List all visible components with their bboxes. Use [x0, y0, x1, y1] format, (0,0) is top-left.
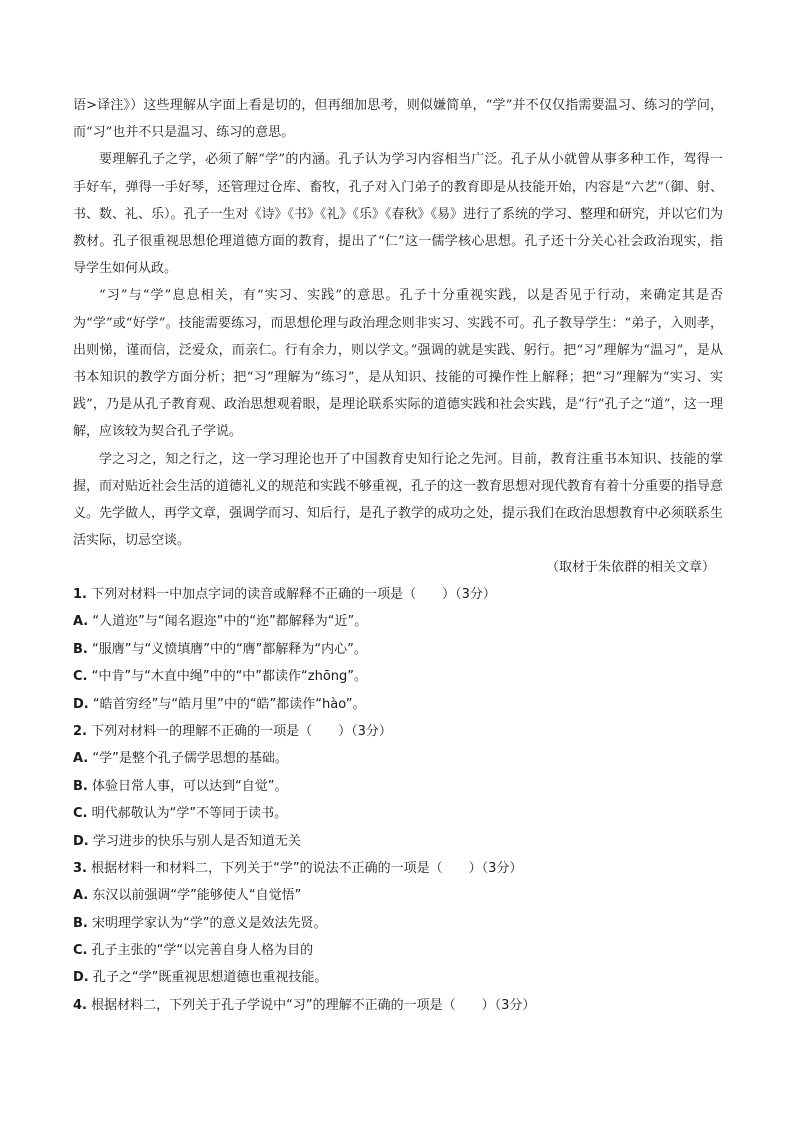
option-text: 学习进步的快乐与别人是否知道无关 [92, 833, 301, 849]
question-number: 3. [73, 860, 87, 876]
question-list [73, 581, 723, 1019]
question-option [73, 800, 723, 827]
question-option [73, 636, 723, 663]
passage-text [73, 92, 723, 554]
question-stem [73, 855, 723, 882]
option-text: “中肯”与“木直中绳”中的“中”都读作“zhōng”。 [91, 669, 368, 685]
question-option [73, 937, 723, 964]
option-text: “服膺”与“义愤填膺”中的“膺”都解释为“内心”。 [92, 641, 367, 657]
passage-paragraph: 要理解孔子之学，必须了解“学”的内涵。孔子认为学习内容相当广泛。孔子从小就曾从事多种工作，驾得一手好车，弹得一手好琴，还管理过仓库、畜牧，孔子对入门弟子的教育即是从技能开始，内容是“六艺”（御、射、书、数、礼、乐）。孔子一生对《诗》《书》《礼》《乐》《春秋》《易》进行了系统的学习、整理和研究，并以它们为教材。孔子很重视思想伦理道德方面的教育，提出了“仁”这一儒学核心思想。孔子还十分关心社会政治现实，指导学生如何从政。 [73, 152, 724, 277]
question-option [73, 663, 723, 690]
option-label: D. [73, 696, 89, 712]
option-text: 孔子之“学”既重视思想道德也重视技能。 [92, 970, 328, 986]
option-label: A. [73, 888, 89, 904]
option-label: C. [73, 943, 88, 959]
option-label: D. [73, 833, 89, 849]
option-text: 明代郝敬认为“学”不等同于读书。 [91, 806, 288, 822]
option-label: A. [73, 751, 89, 767]
option-text: 宋明理学家认为“学”的意义是效法先贤。 [92, 915, 327, 931]
question-option [73, 910, 723, 937]
question-stem [73, 992, 723, 1019]
question-stem [73, 718, 723, 745]
source-attribution: （取材于朱依群的相关文章） [545, 560, 715, 575]
question-text: 根据材料一和材料二，下列关于“学”的说法不正确的一项是（ ）（3分） [91, 860, 523, 876]
question-option [73, 691, 723, 718]
option-text: “人道迩”与“闻名遐迩”中的“迩”都解释为“近”。 [92, 614, 368, 630]
question-text: 根据材料二，下列关于孔子学说中“习”的理解不正确的一项是（ ）（3分） [91, 997, 536, 1013]
question-option [73, 745, 723, 772]
option-text: 孔子主张的“学“以完善自身人格为目的 [91, 943, 314, 959]
question-stem [73, 581, 723, 608]
option-text: 体验日常人事，可以达到“自觉”。 [92, 778, 288, 794]
question-option [73, 964, 723, 991]
question-number: 2. [73, 723, 87, 739]
question-option [73, 773, 723, 800]
question-text: 下列对材料一中加点字词的读音或解释不正确的一项是（ ）（3分） [91, 587, 496, 602]
question-number: 4. [73, 997, 87, 1013]
option-label: C. [73, 806, 88, 822]
option-label: C. [73, 669, 88, 685]
option-text: “学”是整个孔子儒学思想的基础。 [92, 751, 288, 767]
passage-paragraph: 语>译注》）这些理解从字面上看是切的，但再细加思考，则似嫌简单，“学”并不仅仅指需要温习、练习的学问，而“习”也并不只是温习、练习的意思。 [73, 98, 723, 141]
question-option [73, 882, 723, 909]
question-option [73, 608, 723, 635]
option-label: A. [73, 614, 89, 630]
question-number: 1. [73, 587, 87, 602]
question-text: 下列对材料一的理解不正确的一项是（ ）（3分） [91, 723, 392, 739]
passage-paragraph: “习”与“学”息息相关，有“实习、实践”的意思。孔子十分重视实践，以是否见于行动，来确定其是否为“学”或“好学”。技能需要练习，而思想伦理与政治理念则非实习、实践不可。孔子教导学生：“弟子，入则孝，出则悌，谨而信，泛爱众，而亲仁。行有余力，则以学文。”强调的就是实践、躬行。把“习”理解为“温习”，是从书本知识的教学方面分析；把“习”理解为“练习”，是从知识、技能的可操作性上解释；把“习”理解为“实习、实践”，乃是从孔子教育观、政治思想观着眼，是理论联系实际的道德实践和社会实践，是“行”孔子之“道”，这一理解，应该较为契合孔子学说。 [73, 288, 723, 440]
option-text: 东汉以前强调“学”能够使人“自觉悟” [92, 888, 302, 904]
question-option [73, 828, 723, 855]
option-text: “皓首穷经”与“皓月里”中的“皓”都读作“hào”。 [92, 696, 366, 712]
option-label: B. [73, 915, 88, 931]
option-label: B. [73, 778, 88, 794]
passage-paragraph: 学之习之，知之行之，这一学习理论也开了中国教育史知行论之先河。目前，教育注重书本知识、技能的掌握，而对贴近社会生活的道德礼义的规范和实践不够重视，孔子的这一教育思想对现代教育有着十分重要的指导意义。先学做人，再学文章，强调学而习、知后行，是孔子教学的成功之处，提示我们在政治思想教育中必须联系生活实际，切忌空谈。 [73, 451, 724, 549]
option-label: B. [73, 641, 88, 657]
option-label: D. [73, 970, 89, 986]
